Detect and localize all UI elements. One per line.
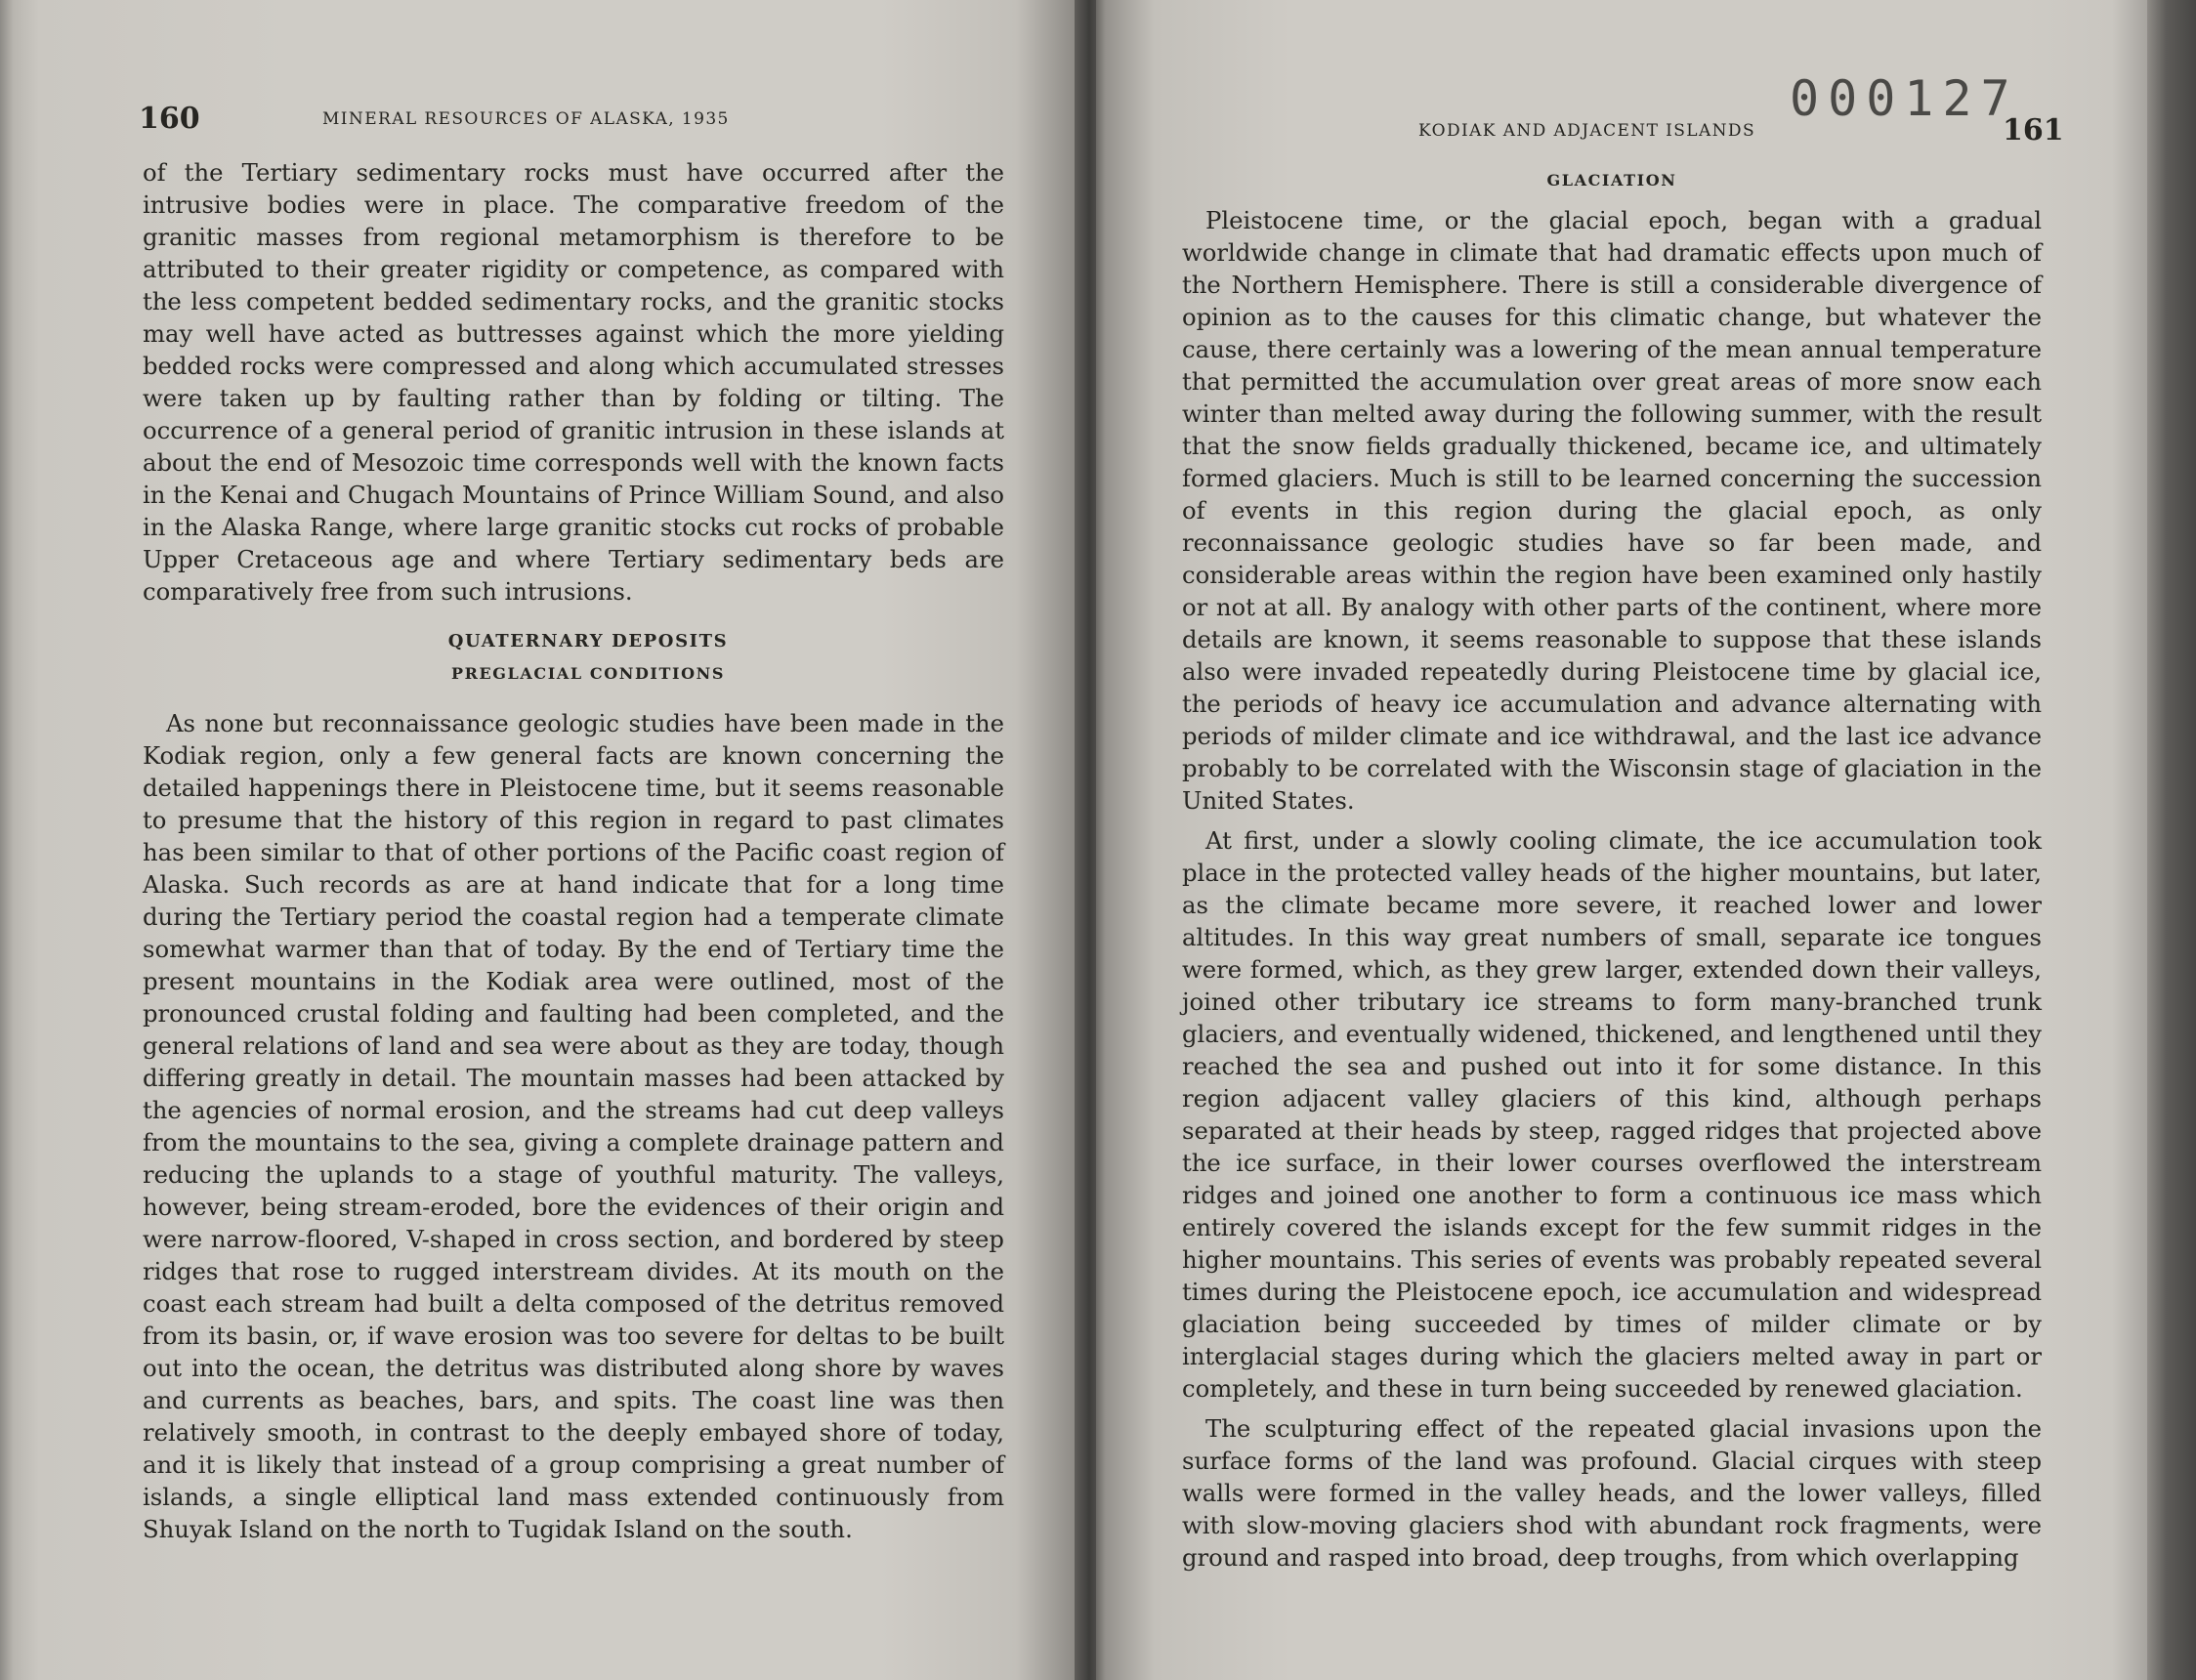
paragraph: The sculpturing effect of the repeated glacial invasions upon the surface forms of the land was profound. Glacial cirques with steep walls were formed in the valley heads, and the lower valleys, filled with slow-moving glaciers shod with abundant rock fragments, were ground and rasped into broad, deep troughs, from which overlapping	[1182, 1414, 2042, 1572]
paragraph: Pleistocene time, or the glacial epoch, began with a gradual worldwide change in climate that had dramatic effects upon much of the Northern Hemisphere. There is still a considerable divergence of opinion as to the causes for this climatic change, but whatever the cause, there certainly was a lowering of the mean annual temperature that permitted the accumulation over great areas of more snow each winter than melted away during the following summer, with the result that the snow fields gradually thickened, became ice, and ultimately formed glaciers. Much is still to be learned concerning the succession of events in this region during the glacial epoch, as only reconnaissance geologic studies have so far been made, and considerable areas within the region have been examined only hastily or not at all. By analogy with other parts of the continent, where more details are known, it seems reasonable to suppose that these islands also were invaded repeatedly during Pleistocene time by glacial ice, the periods of heavy ice accumulation and advance alternating with periods of milder climate and ice withdrawal, and the last ice advance probably to be correlated with the Wisconsin stage of glaciation in the United States.	[1182, 206, 2042, 815]
left-page	[0, 0, 1082, 1680]
running-head: MINERAL RESOURCES OF ALASKA, 1935	[322, 109, 730, 129]
running-head: KODIAK AND ADJACENT ISLANDS	[1418, 121, 1756, 141]
archive-stamp: 000127	[1790, 70, 2019, 127]
page-number: 161	[2003, 113, 2064, 147]
page-edge	[2147, 0, 2196, 1680]
paragraph: of the Tertiary sedimentary rocks must have occurred after the intrusive bodies were in place. The comparative freedom of the granitic masses from regional metamorphism is therefore to be attributed to their greater rigidity or competence, as compared with the less competent bedded sedimentary rocks, and the granitic stocks may well have acted as buttresses against which the more yielding bedded rocks were compressed and along which accumulated stresses were taken up by faulting rather than by folding or tilting. The occurrence of a general period of granitic intrusion in these islands at about the end of Mesozoic time corresponds well with the known facts in the Kenai and Chugach Mountains of Prince William Sound, and also in the Alaska Range, where large granitic stocks cut rocks of probable Upper Cretaceous age and where Tertiary sedimentary beds are comparatively free from such intrusions.	[143, 158, 1004, 606]
paragraph: At first, under a slowly cooling climate, the ice accumulation took place in the protected valley heads of the higher mountains, but later, as the climate became more severe, it reached lower and lower altitudes. In this way great numbers of small, separate ice tongues were formed, which, as they grew larger, extended down their valleys, joined other tributary ice streams to form many-branched trunk glaciers, and eventually widened, thickened, and lengthened until they reached the sea and pushed out into it for some distance. In this region adjacent valley glaciers of this kind, although perhaps separated at their heads by steep, ragged ridges that projected above the ice surface, in their lower courses overflowed the interstream ridges and joined one another to form a continuous ice mass which entirely covered the islands except for the few summit ridges in the higher mountains. This series of events was probably repeated several times during the Pleistocene epoch, ice accumulation and widespread glaciation being succeeded by times of milder climate or by interglacial stages during which the glaciers melted away in part or completely, and these in turn being succeeded by renewed glaciation.	[1182, 826, 2042, 1403]
right-page	[1096, 0, 2147, 1680]
page-number: 160	[139, 102, 200, 136]
section-heading: GLACIATION	[1546, 171, 1677, 189]
paragraph: As none but reconnaissance geologic studies have been made in the Kodiak region, only a few general facts are known concerning the detailed happenings there in Pleistocene time, but it seems reasonable to presume that the history of this region in regard to past climates has been similar to that of other portions of the Pacific coast region of Alaska. Such records as are at hand indicate that for a long time during the Tertiary period the coastal region had a temperate climate somewhat warmer than that of today. By the end of Tertiary time the present mountains in the Kodiak area were outlined, most of the pronounced crustal folding and faulting had been completed, and the general relations of land and sea were about as they are today, though differing greatly in detail. The mountain masses had been attacked by the agencies of normal erosion, and the streams had cut deep valleys from the mountains to the sea, giving a complete drainage pattern and reducing the uplands to a stage of youthful maturity. The valleys, however, being stream-eroded, bore the evidences of their origin and were narrow-floored, V-shaped in cross section, and bordered by steep ridges that rose to rugged interstream divides. At its mouth on the coast each stream had built a delta composed of the detritus removed from its basin, or, if wave erosion was too severe for deltas to be built out into the ocean, the detritus was distributed along shore by waves and currents as beaches, bars, and spits. The coast line was then relatively smooth, in contrast to the deeply embayed shore of today, and it is likely that instead of a group comprising a great number of islands, a single elliptical land mass extended continuously from Shuyak Island on the north to Tugidak Island on the south.	[143, 709, 1004, 1543]
subsection-heading: PREGLACIAL CONDITIONS	[450, 664, 726, 683]
section-heading: QUATERNARY DEPOSITS	[447, 631, 729, 651]
left-text-column	[143, 156, 1004, 1545]
right-text-column	[1182, 164, 2042, 1574]
